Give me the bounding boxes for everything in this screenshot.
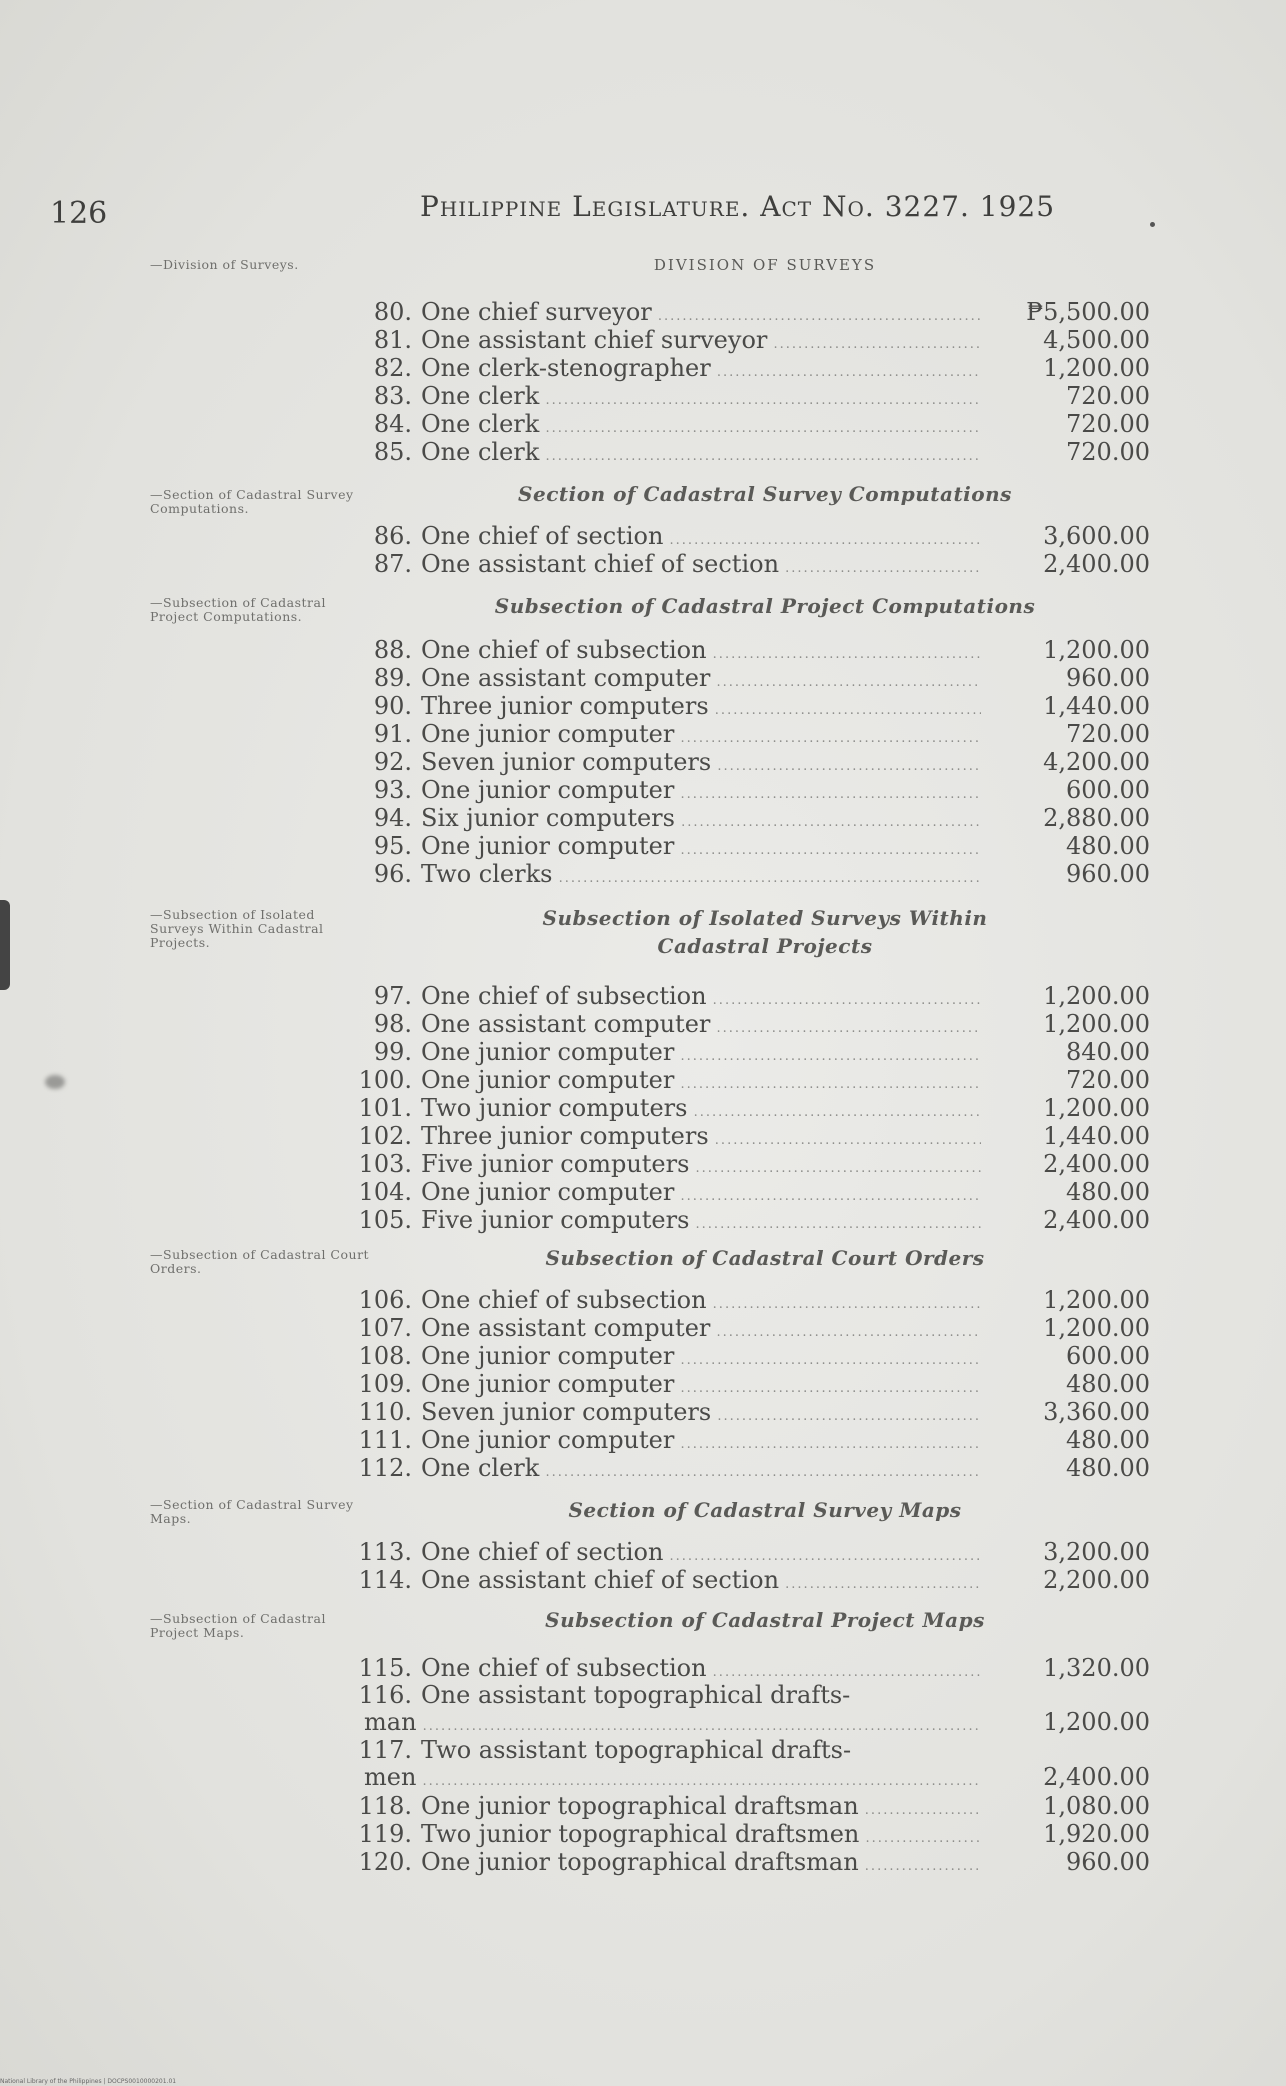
entry-description-continued: men ..... — [364, 1764, 981, 1792]
entry-number: 113. — [358, 1538, 412, 1566]
entry-list — [358, 1538, 1150, 1594]
entry-number: 86. — [373, 522, 412, 550]
entry-row — [358, 1094, 1150, 1122]
entry-amount: 1,440.00 — [1043, 1122, 1150, 1150]
entry-description: One chief of subsection ..... — [421, 1286, 981, 1314]
entry-row — [358, 1066, 1150, 1094]
scan-artifact — [45, 1075, 65, 1089]
entry-row — [358, 1206, 1150, 1234]
entry-description: Two junior computers ..... — [421, 1094, 981, 1122]
entry-description: One assistant computer ..... — [421, 664, 981, 692]
entry-description: One junior topographical draftsman ..... — [421, 1792, 981, 1820]
entry-amount: 1,200.00 — [1043, 1010, 1150, 1038]
entry-number: 109. — [358, 1370, 412, 1398]
entry-row — [358, 1454, 1150, 1482]
entry-row — [370, 748, 1150, 776]
entry-amount: 1,200.00 — [1043, 1094, 1150, 1122]
entry-list — [358, 1654, 1150, 1876]
scan-artifact — [0, 900, 10, 990]
margin-note: —Section of Cadastral Survey Maps. — [150, 1497, 354, 1526]
entry-description: One assistant computer ..... — [421, 1314, 981, 1342]
entry-row — [370, 664, 1150, 692]
entry-amount: 1,200.00 — [1043, 1314, 1150, 1342]
entry-number: 100. — [358, 1066, 412, 1094]
entry-amount: 3,200.00 — [1043, 1538, 1150, 1566]
entry-amount: 1,320.00 — [1043, 1654, 1150, 1682]
entry-description: One chief of subsection ..... — [421, 1654, 981, 1682]
entry-number: 92. — [373, 748, 412, 776]
entry-amount: ₱5,500.00 — [1026, 298, 1150, 326]
entry-description: One chief of section ..... — [421, 522, 981, 550]
entry-row — [370, 438, 1150, 466]
entry-number: 98. — [373, 1010, 412, 1038]
section-heading: Subsection of Cadastral Project Computations — [494, 594, 1036, 618]
entry-number: 106. — [358, 1286, 412, 1314]
entry-number: 80. — [373, 298, 412, 326]
entry-description: Two assistant topographical drafts- — [421, 1736, 852, 1764]
entry-description: One clerk ..... — [421, 410, 981, 438]
entry-row — [370, 354, 1150, 382]
entry-amount: 4,200.00 — [1043, 748, 1150, 776]
entry-amount: 960.00 — [1066, 860, 1150, 888]
entry-row — [370, 382, 1150, 410]
entry-row — [358, 1286, 1150, 1314]
entry-row — [370, 804, 1150, 832]
section-heading: Cadastral Projects — [657, 934, 873, 958]
entry-amount: 480.00 — [1066, 1426, 1150, 1454]
entry-number: 116. — [358, 1681, 412, 1709]
entry-number: 89. — [373, 664, 412, 692]
entry-amount: 600.00 — [1066, 1342, 1150, 1370]
entry-description: One junior computer ..... — [421, 1426, 981, 1454]
entry-amount: 480.00 — [1066, 1178, 1150, 1206]
entry-description: Two junior topographical draftsmen ..... — [421, 1820, 981, 1848]
entry-amount: 720.00 — [1066, 1066, 1150, 1094]
entry-description: Seven junior computers ..... — [421, 1398, 981, 1426]
entry-amount: 4,500.00 — [1043, 326, 1150, 354]
entry-number: 107. — [358, 1314, 412, 1342]
entry-amount: 1,200.00 — [1043, 636, 1150, 664]
entry-row — [370, 720, 1150, 748]
entry-number: 87. — [373, 550, 412, 578]
entry-amount: 3,360.00 — [1043, 1398, 1150, 1426]
entry-amount: 2,200.00 — [1043, 1566, 1150, 1594]
entry-row — [358, 1178, 1150, 1206]
section-heading: Subsection of Cadastral Project Maps — [545, 1608, 985, 1632]
entry-number: 99. — [373, 1038, 412, 1066]
entry-number: 103. — [358, 1150, 412, 1178]
entry-description: One junior computer ..... — [421, 776, 981, 804]
entry-number: 110. — [358, 1398, 412, 1426]
margin-note: —Subsection of Cadastral Court Orders. — [150, 1247, 370, 1276]
entry-row — [370, 410, 1150, 438]
entry-number: 112. — [358, 1454, 412, 1482]
entry-description: Six junior computers ..... — [421, 804, 981, 832]
entry-amount: 2,400.00 — [1043, 1150, 1150, 1178]
entry-description: One chief of section ..... — [421, 1538, 981, 1566]
entry-row — [358, 1681, 1150, 1737]
entry-amount: 600.00 — [1066, 776, 1150, 804]
running-head: Philippine Legislature. Act No. 3227. 1925 — [420, 190, 1056, 223]
entry-amount: 1,200.00 — [1043, 1708, 1150, 1736]
entry-amount: 960.00 — [1066, 1848, 1150, 1876]
entry-row — [370, 636, 1150, 664]
entry-description: One junior computer ..... — [421, 1370, 981, 1398]
entry-number: 119. — [358, 1820, 412, 1848]
entry-amount: 480.00 — [1066, 832, 1150, 860]
entry-number: 81. — [373, 326, 412, 354]
entry-description: One chief surveyor ..... — [421, 298, 981, 326]
entry-row — [370, 1038, 1150, 1066]
entry-number: 105. — [358, 1206, 412, 1234]
page-number: 126 — [50, 196, 108, 231]
entry-number: 94. — [373, 804, 412, 832]
scan-footer: National Library of the Philippines | DOCPS0010000201.01 — [0, 2078, 177, 2085]
entry-number: 108. — [358, 1342, 412, 1370]
entry-row — [370, 522, 1150, 550]
entry-row — [358, 1314, 1150, 1342]
entry-row — [370, 1010, 1150, 1038]
entry-description: One junior topographical draftsman ..... — [421, 1848, 981, 1876]
entry-amount: 3,600.00 — [1043, 522, 1150, 550]
section-heading: Subsection of Cadastral Court Orders — [545, 1246, 985, 1270]
entry-amount: 2,400.00 — [1043, 1206, 1150, 1234]
entry-row — [370, 860, 1150, 888]
entry-number: 96. — [373, 860, 412, 888]
margin-note: —Division of Surveys. — [150, 257, 299, 272]
entry-number: 101. — [358, 1094, 412, 1122]
entry-row — [358, 1370, 1150, 1398]
entry-number: 118. — [358, 1792, 412, 1820]
entry-description: One junior computer ..... — [421, 1038, 981, 1066]
entry-description: One assistant topographical drafts- — [421, 1681, 851, 1709]
entry-number: 95. — [373, 832, 412, 860]
entry-amount: 2,400.00 — [1043, 1763, 1150, 1791]
entry-number: 91. — [373, 720, 412, 748]
entry-description: One chief of subsection ..... — [421, 982, 981, 1010]
entry-description: Three junior computers ..... — [421, 1122, 981, 1150]
entry-number: 104. — [358, 1178, 412, 1206]
entry-list — [358, 982, 1150, 1234]
entry-amount: 1,920.00 — [1043, 1820, 1150, 1848]
entry-description: One assistant computer ..... — [421, 1010, 981, 1038]
entry-row — [358, 1426, 1150, 1454]
entry-row — [370, 298, 1150, 326]
entry-row — [358, 1792, 1150, 1820]
entry-row — [358, 1820, 1150, 1848]
entry-description: One chief of subsection ..... — [421, 636, 981, 664]
entry-description-continued: man ..... — [364, 1709, 981, 1737]
entry-amount: 1,200.00 — [1043, 354, 1150, 382]
entry-amount: 2,400.00 — [1043, 550, 1150, 578]
entry-description: One assistant chief of section ..... — [421, 550, 981, 578]
entry-description: One junior computer ..... — [421, 1066, 981, 1094]
entry-amount: 2,880.00 — [1043, 804, 1150, 832]
entry-row — [370, 692, 1150, 720]
ink-dot — [1150, 222, 1155, 227]
entry-number: 102. — [358, 1122, 412, 1150]
entry-amount: 480.00 — [1066, 1370, 1150, 1398]
entry-number: 97. — [373, 982, 412, 1010]
entry-row — [358, 1566, 1150, 1594]
margin-note: —Section of Cadastral Survey Computations. — [150, 487, 354, 516]
entry-number: 90. — [373, 692, 412, 720]
entry-number: 82. — [373, 354, 412, 382]
entry-list — [370, 522, 1150, 578]
entry-description: Seven junior computers ..... — [421, 748, 981, 776]
entry-number: 115. — [358, 1654, 412, 1682]
entry-row — [358, 1342, 1150, 1370]
entry-amount: 960.00 — [1066, 664, 1150, 692]
entry-row — [370, 550, 1150, 578]
margin-note: —Subsection of Cadastral Project Computations. — [150, 595, 326, 624]
entry-description: One clerk ..... — [421, 438, 981, 466]
entry-row — [358, 1122, 1150, 1150]
entry-description: Three junior computers ..... — [421, 692, 981, 720]
entry-description: One junior computer ..... — [421, 1178, 981, 1206]
entry-number: 84. — [373, 410, 412, 438]
entry-description: Five junior computers ..... — [421, 1150, 981, 1178]
entry-description: Two clerks ..... — [421, 860, 981, 888]
entry-row — [370, 982, 1150, 1010]
entry-description: One clerk ..... — [421, 1454, 981, 1482]
entry-description: One junior computer ..... — [421, 832, 981, 860]
section-heading: Section of Cadastral Survey Computations — [518, 482, 1012, 506]
entry-list — [370, 298, 1150, 466]
entry-row — [370, 776, 1150, 804]
margin-note: —Subsection of Isolated Surveys Within Cadastral Projects. — [150, 907, 324, 950]
entry-number: 85. — [373, 438, 412, 466]
entry-amount: 720.00 — [1066, 438, 1150, 466]
entry-number: 114. — [358, 1566, 412, 1594]
entry-number: 111. — [358, 1426, 412, 1454]
entry-row — [358, 1150, 1150, 1178]
margin-note: —Subsection of Cadastral Project Maps. — [150, 1611, 326, 1640]
entry-row — [358, 1654, 1150, 1682]
entry-row — [370, 832, 1150, 860]
entry-number: 88. — [373, 636, 412, 664]
entry-description: Five junior computers ..... — [421, 1206, 981, 1234]
entry-description: One assistant chief of section ..... — [421, 1566, 981, 1594]
entry-amount: 1,440.00 — [1043, 692, 1150, 720]
division-heading: DIVISION OF SURVEYS — [653, 256, 877, 274]
entry-amount: 1,080.00 — [1043, 1792, 1150, 1820]
entry-row — [358, 1398, 1150, 1426]
entry-amount: 720.00 — [1066, 382, 1150, 410]
entry-row — [358, 1538, 1150, 1566]
entry-row — [358, 1848, 1150, 1876]
entry-amount: 1,200.00 — [1043, 1286, 1150, 1314]
entry-description: One junior computer ..... — [421, 720, 981, 748]
entry-amount: 1,200.00 — [1043, 982, 1150, 1010]
entry-amount: 840.00 — [1066, 1038, 1150, 1066]
entry-list — [358, 1286, 1150, 1482]
entry-number: 117. — [358, 1736, 412, 1764]
entry-description: One junior computer ..... — [421, 1342, 981, 1370]
section-heading: Section of Cadastral Survey Maps — [568, 1498, 962, 1522]
section-heading: Subsection of Isolated Surveys Within — [542, 906, 988, 930]
entry-list — [370, 636, 1150, 888]
entry-row — [358, 1736, 1150, 1792]
entry-number: 83. — [373, 382, 412, 410]
entry-number: 93. — [373, 776, 412, 804]
entry-amount: 720.00 — [1066, 410, 1150, 438]
entry-amount: 720.00 — [1066, 720, 1150, 748]
entry-description: One clerk-stenographer ..... — [421, 354, 981, 382]
entry-amount: 480.00 — [1066, 1454, 1150, 1482]
entry-description: One assistant chief surveyor ..... — [421, 326, 981, 354]
entry-description: One clerk ..... — [421, 382, 981, 410]
entry-row — [370, 326, 1150, 354]
entry-number: 120. — [358, 1848, 412, 1876]
